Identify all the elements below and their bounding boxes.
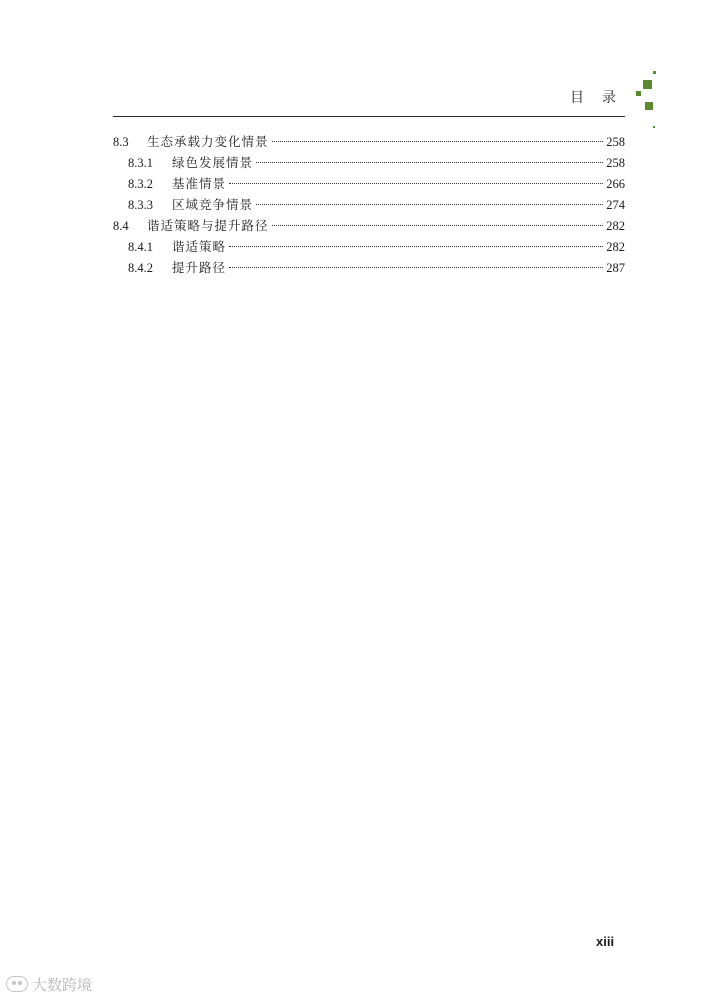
toc-page: 258 — [606, 156, 625, 170]
deco-square-3 — [636, 91, 641, 96]
toc-page: 282 — [606, 240, 625, 254]
toc-entry-8-4-2[interactable] — [113, 257, 625, 278]
toc-number: 8.3.2 — [128, 177, 153, 191]
table-of-contents — [113, 131, 625, 278]
header-rule — [113, 116, 625, 117]
toc-title: 生态承载力变化情景 — [147, 134, 269, 149]
toc-entry-8-4-1[interactable] — [113, 236, 625, 257]
dot-leader — [256, 162, 603, 163]
deco-square-4 — [645, 102, 653, 110]
toc-entry-8-3-1[interactable] — [113, 152, 625, 173]
toc-number: 8.4.1 — [128, 240, 153, 254]
watermark-text: 大数跨境 — [32, 976, 93, 994]
toc-page: 287 — [606, 261, 625, 275]
toc-entry-8-3[interactable] — [113, 131, 625, 152]
watermark-logo-icon — [6, 976, 28, 992]
toc-entry-8-3-2[interactable] — [113, 173, 625, 194]
watermark — [6, 974, 92, 995]
toc-entry-8-4[interactable] — [113, 215, 625, 236]
header-title: 目录 — [570, 90, 634, 106]
dot-leader — [229, 267, 603, 268]
deco-square-2 — [643, 80, 652, 89]
toc-title: 绿色发展情景 — [172, 155, 254, 170]
toc-number: 8.4 — [113, 219, 129, 233]
dot-leader — [256, 204, 603, 205]
dot-leader — [272, 225, 604, 226]
toc-title: 基准情景 — [172, 176, 227, 191]
dot-leader — [229, 246, 603, 247]
toc-title: 谐适策略 — [172, 239, 227, 254]
deco-square-5 — [653, 126, 655, 128]
deco-square-1 — [653, 71, 656, 74]
toc-title: 区域竞争情景 — [172, 197, 254, 212]
toc-number: 8.4.2 — [128, 261, 153, 275]
page-number: xiii — [596, 934, 615, 949]
toc-page: 282 — [606, 219, 625, 233]
toc-page: 266 — [606, 177, 625, 191]
toc-title: 谐适策略与提升路径 — [147, 218, 269, 233]
dot-leader — [272, 141, 604, 142]
toc-page: 274 — [606, 198, 625, 212]
toc-entry-8-3-3[interactable] — [113, 194, 625, 215]
dot-leader — [229, 183, 603, 184]
toc-number: 8.3.3 — [128, 198, 153, 212]
toc-number: 8.3.1 — [128, 156, 153, 170]
toc-number: 8.3 — [113, 135, 129, 149]
toc-title: 提升路径 — [172, 260, 227, 275]
toc-page: 258 — [606, 135, 625, 149]
